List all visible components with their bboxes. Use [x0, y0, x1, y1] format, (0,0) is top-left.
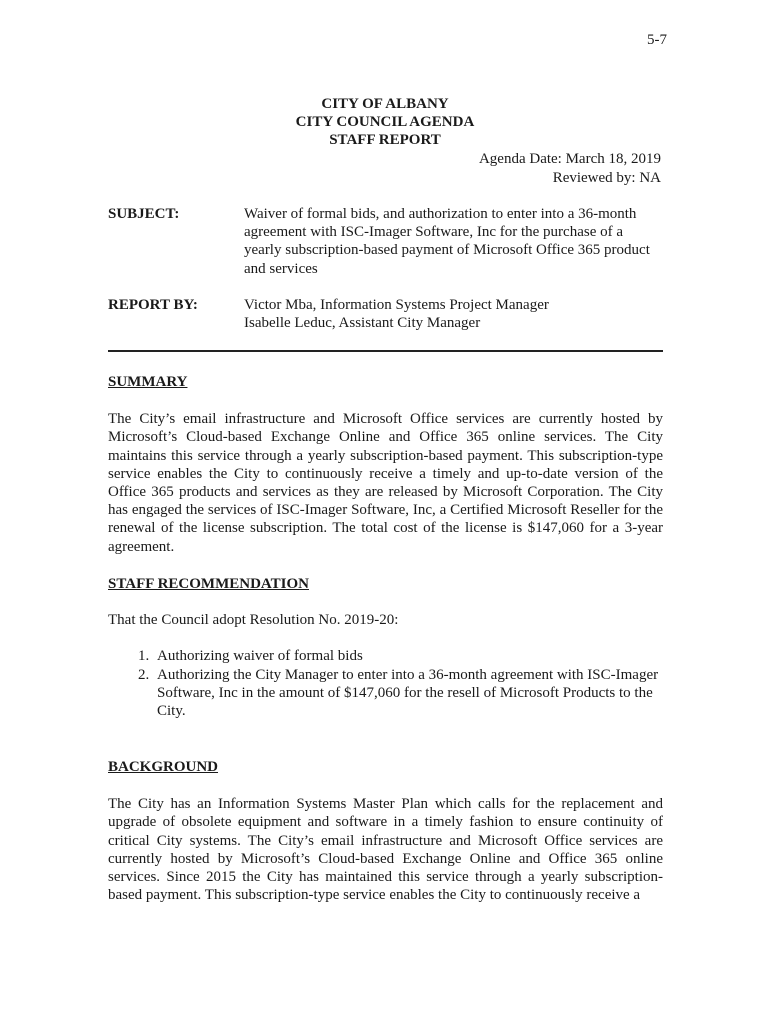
report-by-author-2: Isabelle Leduc, Assistant City Manager [244, 315, 481, 332]
background-section [108, 758, 663, 904]
divider-rule [108, 350, 663, 352]
subject-field [108, 205, 663, 278]
background-heading: BACKGROUND [108, 759, 219, 775]
subject-value: Waiver of formal bids, and authorization to enter into a 36-month agreement with ISC-Imager Software, Inc for the purchase of a yearly subscription-based payment of Microsoft Office 365 product and services [244, 206, 650, 277]
report-header [0, 95, 770, 149]
header-report: STAFF REPORT [329, 132, 441, 148]
recommendation-intro: That the Council adopt Resolution No. 2019-20: [108, 612, 399, 629]
summary-text: The City’s email infrastructure and Microsoft Office services are currently hosted by Microsoft’s Cloud-based Exchange Online and Office 365 online services. The City maintains this service through a yearly subscription-based payment. This subscription-type service enables the City to continuously receive a timely and up-to-date version of the Office 365 products and services as they are released by Microsoft Corporation. The City has engaged the services of ISC-Imager Software, Inc, a Certified Microsoft Reseller for the renewal of the license subscription. The total cost of the license is $147,060 for a 3-year agreement. [108, 411, 663, 555]
report-by-field [108, 296, 663, 332]
report-meta [479, 150, 661, 188]
list-item: 2. Authorizing the City Manager to enter into a 36-month agreement with ISC-Imager Software, Inc in the amount of $147,060 for the resell of Microsoft Products to the City. [153, 666, 663, 721]
report-by-author-1: Victor Mba, Information Systems Project Manager [244, 297, 549, 313]
report-by-value [244, 296, 663, 332]
reviewed-by: Reviewed by: NA [552, 170, 661, 186]
summary-section [108, 373, 663, 556]
page-number: 5-7 [647, 32, 667, 48]
background-text: The City has an Information Systems Master Plan which calls for the replacement and upgrade of obsolete equipment and software in a timely fashion to ensure continuity of critical City systems. The City’s email infrastructure and Microsoft Office services are currently hosted by Microsoft’s Cloud-based Exchange Online and Office 365 online services. Since 2015 the City has maintained this service through a yearly subscription-based payment. This subscription-type service enables the City to continuously receive a [108, 796, 663, 904]
recommendation-section [108, 575, 663, 720]
header-city: CITY OF ALBANY [321, 96, 449, 112]
recommendation-list [108, 647, 663, 720]
list-item: 1. Authorizing waiver of formal bids [153, 647, 663, 665]
subject-label: SUBJECT: [108, 206, 180, 222]
agenda-date: Agenda Date: March 18, 2019 [478, 151, 661, 167]
summary-heading: SUMMARY [108, 374, 188, 390]
recommendation-heading: STAFF RECOMMENDATION [108, 576, 309, 592]
header-agenda: CITY COUNCIL AGENDA [295, 114, 475, 130]
report-by-label: REPORT BY: [108, 297, 198, 313]
